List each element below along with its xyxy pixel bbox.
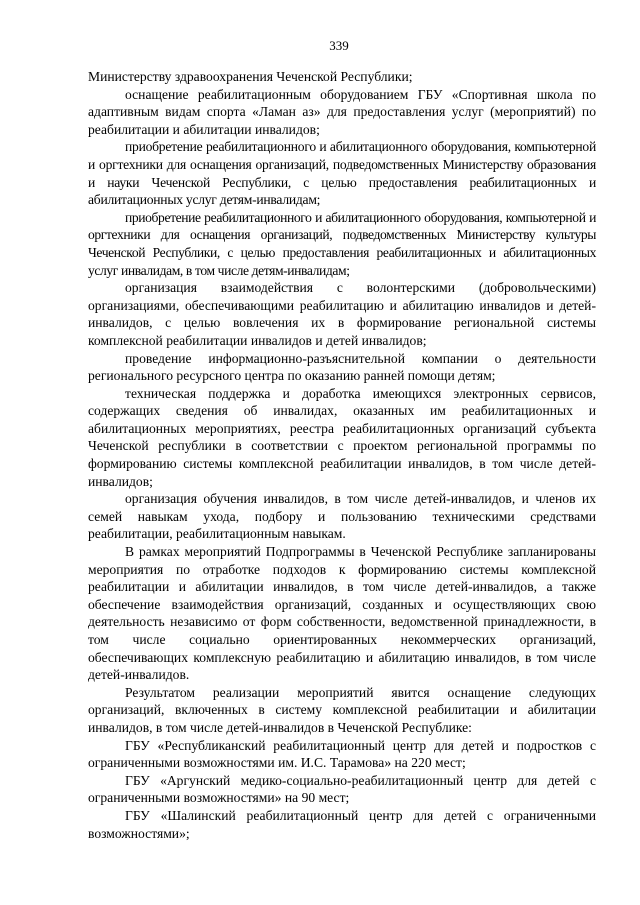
paragraph-1: Министерству здравоохранения Чеченской Республики;	[88, 69, 413, 84]
paragraph-6: проведение информационно-разъяснительной компании о деятельности регионального ресурсного центра по оказанию ранней помощи детям;	[88, 350, 596, 384]
paragraph-10: Результатом реализации мероприятий явится оснащение следующих организаций, включенных в систему комплексной реабилитации и абилитации инвалидов, в том числе детей-инвалидов в Чеченской Республике:	[88, 684, 596, 735]
paragraph-2: оснащение реабилитационным оборудованием ГБУ «Спортивная школа по адаптивным видам спорта «Ламан аз» для предоставления услуг (мероприятий) по реабилитации и абилитации инвалидов;	[88, 86, 596, 137]
paragraph-7: техническая поддержка и доработка имеющихся электронных сервисов, содержащих сведения об инвалидах, оказанных им реабилитационных и абилитационных мероприятиях, реестра реабилитационных организаций субъекта Чеченской республики в соответствии с проектом региональной программы по формированию системы комплексной реабилитации инвалидов, в том числе детей-инвалидов;	[88, 385, 596, 489]
paragraph-5: организация взаимодействия с волонтерскими (добровольческими) организациями, обеспечивающими реабилитацию и абилитацию инвалидов и детей-инвалидов, с целью вовлечения их в формирование региональной системы комплексной реабилитации инвалидов и детей инвалидов;	[88, 280, 596, 348]
paragraph-3: приобретение реабилитационного и абилитационного оборудования, компьютерной и оргтехники для оснащения организаций, подведомственных Министерству образования и науки Чеченской Республики, с целью предоставления реабилитационных и абилитационных услуг детям-инвалидам;	[88, 139, 596, 208]
paragraph-12: ГБУ «Аргунский медико-социально-реабилитационный центр для детей с ограниченными возможностями» на 90 мест;	[88, 772, 596, 806]
body-text	[88, 68, 596, 842]
page-number: 339	[329, 38, 349, 53]
paragraph-11: ГБУ «Республиканский реабилитационный центр для детей и подростков с ограниченными возможностями им. И.С. Тарамова» на 220 мест;	[88, 737, 596, 771]
paragraph-13: ГБУ «Шалинский реабилитационный центр для детей с ограниченными возможностями»;	[88, 807, 596, 841]
paragraph-8: организация обучения инвалидов, в том числе детей-инвалидов, и членов их семей навыкам ухода, подбору и пользованию техническими средствами реабилитации, реабилитационным навыкам.	[88, 491, 596, 542]
paragraph-4: приобретение реабилитационного и абилитационного оборудования, компьютерной и оргтехники для оснащения организаций, подведомственных Министерству культуры Чеченской Республики, с целью предоставления реабилитационных и абилитационных услуг инвалидам, в том числе детям-инвалидам;	[88, 209, 596, 278]
paragraph-9: В рамках мероприятий Подпрограммы в Чеченской Республике запланированы мероприятия по отработке подходов к формированию системы комплексной реабилитации и абилитации инвалидов, в том числе детей-инвалидов, а также обеспечение взаимодействия организаций, созданных и осуществляющих свою деятельность независимо от форм собственности, ведомственной принадлежности, в том числе социально ориентированных некоммерческих организаций, обеспечивающих комплексную реабилитацию и абилитацию инвалидов, в том числе детей-инвалидов.	[88, 544, 596, 683]
